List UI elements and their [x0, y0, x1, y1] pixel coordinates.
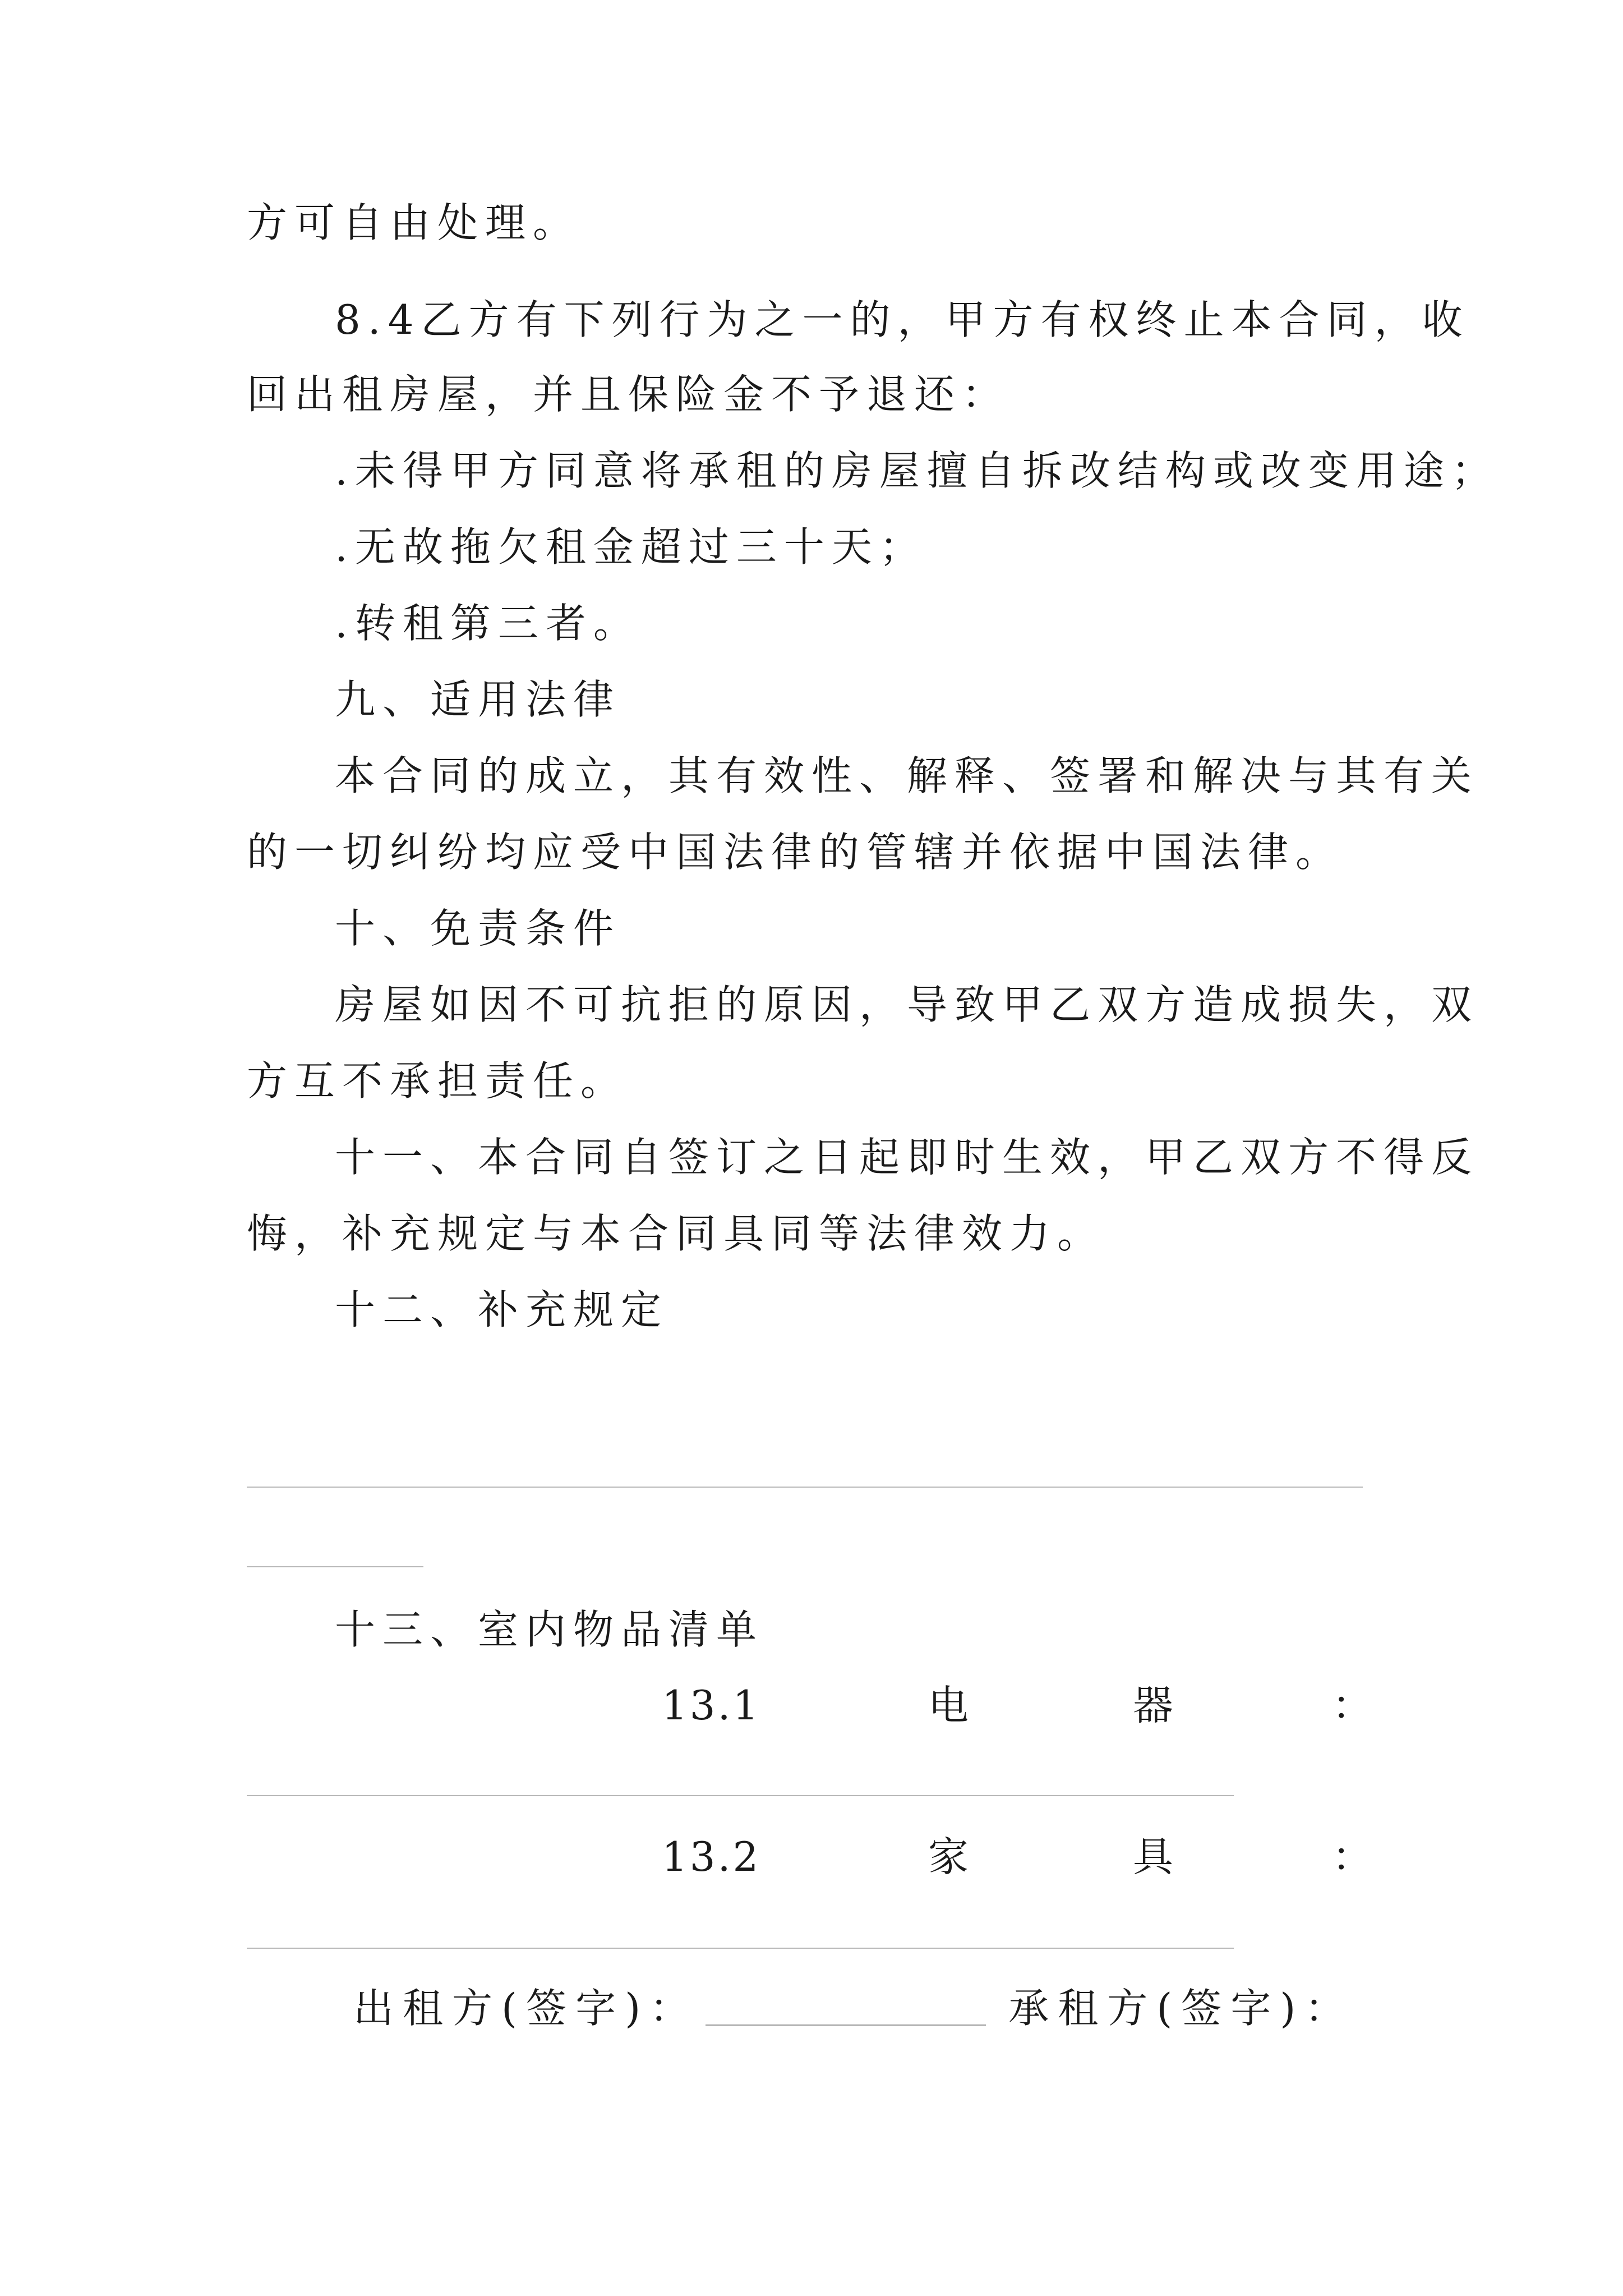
lessor-signature-field[interactable]: [706, 1989, 986, 2026]
blank-line: [247, 1487, 1363, 1488]
paragraph-line: 方互不承担责任。: [247, 1057, 629, 1105]
paragraph-line: 本合同的成立，其有效性、解释、签署和解决与其有关: [335, 752, 1479, 799]
clause-8-4-line-1: 8.4乙方有下列行为之一的，甲方有权终止本合同，收: [335, 296, 1470, 343]
paragraph-line: 的一切纠纷均应受中国法律的管辖并依据中国法律。: [247, 829, 1344, 876]
section-heading-12: 十二、补充规定: [335, 1286, 669, 1333]
paragraph-line: 方可自由处理。: [247, 199, 581, 246]
list-item: .转租第三者。: [335, 600, 641, 647]
item-label-char: 具: [1133, 1833, 1174, 1880]
section-heading-13: 十三、室内物品清单: [335, 1606, 764, 1653]
lessor-signature-label: 出租方(签字)：: [353, 1985, 699, 2032]
section-heading-9: 九、适用法律: [335, 676, 621, 723]
paragraph-line: 房屋如因不可抗拒的原因，导致甲乙双方造成损失，双: [335, 981, 1479, 1028]
blank-line: [247, 1795, 1234, 1796]
item-label-char: 家: [928, 1833, 969, 1880]
list-item: .无故拖欠租金超过三十天；: [335, 523, 927, 570]
lessee-signature-label: 承租方(签字)：: [1008, 1985, 1354, 2032]
signature-row: [353, 1983, 1354, 2033]
section-heading-11: 十一、本合同自签订之日起即时生效，甲乙双方不得反: [335, 1134, 1479, 1181]
blank-line: [247, 1566, 423, 1567]
section-heading-10: 十、免责条件: [335, 905, 621, 952]
clause-8-4-line-2: 回出租房屋，并且保险金不予退还：: [247, 371, 1010, 418]
item-label-char: 器: [1133, 1682, 1174, 1729]
item-number: 13.1: [662, 1682, 761, 1729]
paragraph-line: 悔，补充规定与本合同具同等法律效力。: [247, 1210, 1105, 1257]
item-colon: ：: [1332, 1682, 1373, 1729]
blank-line: [247, 1948, 1234, 1949]
item-colon: ：: [1332, 1833, 1373, 1880]
item-number: 13.2: [662, 1833, 761, 1880]
list-item: .未得甲方同意将承租的房屋擅自拆改结构或改变用途；: [335, 447, 1499, 494]
item-label-char: 电: [928, 1682, 969, 1729]
